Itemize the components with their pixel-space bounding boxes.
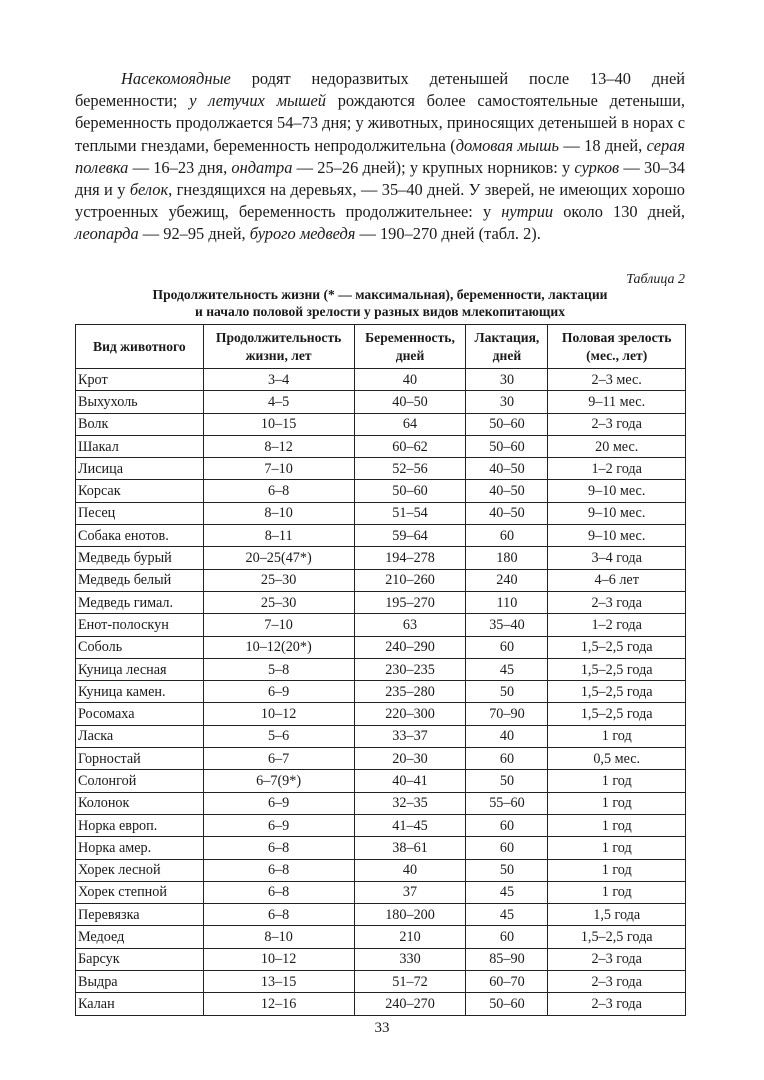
value-cell: 110	[466, 591, 548, 613]
value-cell: 45	[466, 904, 548, 926]
table-row	[76, 792, 686, 814]
value-cell: 25–30	[203, 591, 354, 613]
value-cell: 6–8	[203, 881, 354, 903]
table-row	[76, 993, 686, 1015]
value-cell: 195–270	[354, 591, 466, 613]
value-cell: 2–3 года	[548, 948, 686, 970]
value-cell: 20–30	[354, 748, 466, 770]
table-row	[76, 948, 686, 970]
table-row	[76, 971, 686, 993]
table-row	[76, 814, 686, 836]
value-cell: 20–25(47*)	[203, 547, 354, 569]
value-cell: 41–45	[354, 814, 466, 836]
text-run: — 25–26 дней); у крупных норников: у	[292, 157, 575, 177]
value-cell: 2–3 года	[548, 971, 686, 993]
table-row	[76, 725, 686, 747]
table-row	[76, 435, 686, 457]
value-cell: 51–54	[354, 502, 466, 524]
value-cell: 50	[466, 681, 548, 703]
value-cell: 1 год	[548, 881, 686, 903]
value-cell: 40–50	[354, 391, 466, 413]
text-run: рождаются более самостоятельные детеныши, беременность продолжается 54–73 дня; у животных, приносящих детенышей в норах с теплыми гнездами, беременность непродолжительна (	[75, 91, 686, 155]
value-cell: 9–10 мес.	[548, 525, 686, 547]
value-cell: 60	[466, 926, 548, 948]
animal-name-cell: Калан	[76, 993, 204, 1015]
animal-name-cell: Медведь белый	[76, 569, 204, 591]
table-row	[76, 636, 686, 658]
value-cell: 45	[466, 658, 548, 680]
value-cell: 2–3 мес.	[548, 369, 686, 391]
value-cell: 70–90	[466, 703, 548, 725]
value-cell: 8–10	[203, 502, 354, 524]
animal-name-cell: Норка амер.	[76, 837, 204, 859]
column-header	[548, 325, 686, 369]
table-row	[76, 681, 686, 703]
animal-name-cell: Лисица	[76, 458, 204, 480]
value-cell: 6–8	[203, 859, 354, 881]
animal-name-cell: Корсак	[76, 480, 204, 502]
table-row	[76, 703, 686, 725]
value-cell: 7–10	[203, 458, 354, 480]
value-cell: 5–6	[203, 725, 354, 747]
body-paragraph	[75, 68, 685, 246]
value-cell: 59–64	[354, 525, 466, 547]
value-cell: 55–60	[466, 792, 548, 814]
text-run: — 190–270 дней (табл. 2).	[355, 224, 541, 244]
value-cell: 1 год	[548, 859, 686, 881]
value-cell: 35–40	[466, 614, 548, 636]
table-row	[76, 569, 686, 591]
value-cell: 194–278	[354, 547, 466, 569]
value-cell: 230–235	[354, 658, 466, 680]
value-cell: 6–9	[203, 681, 354, 703]
value-cell: 3–4 года	[548, 547, 686, 569]
value-cell: 40–50	[466, 480, 548, 502]
animal-name-cell: Солонгой	[76, 770, 204, 792]
value-cell: 50	[466, 770, 548, 792]
table-row	[76, 837, 686, 859]
value-cell: 33–37	[354, 725, 466, 747]
animal-name-cell: Песец	[76, 502, 204, 524]
table-row	[76, 614, 686, 636]
value-cell: 10–15	[203, 413, 354, 435]
value-cell: 8–10	[203, 926, 354, 948]
value-cell: 6–8	[203, 837, 354, 859]
header-line: дней	[492, 347, 522, 363]
value-cell: 220–300	[354, 703, 466, 725]
value-cell: 12–16	[203, 993, 354, 1015]
value-cell: 8–12	[203, 435, 354, 457]
table-row	[76, 502, 686, 524]
value-cell: 6–9	[203, 814, 354, 836]
paragraph-text	[75, 68, 685, 246]
value-cell: 210–260	[354, 569, 466, 591]
italic-term: Насекомоядные	[121, 69, 231, 88]
value-cell: 9–10 мес.	[548, 502, 686, 524]
animal-name-cell: Медведь бурый	[76, 547, 204, 569]
table-row	[76, 547, 686, 569]
italic-term: нутрии	[501, 202, 554, 222]
animal-name-cell: Норка европ.	[76, 814, 204, 836]
animal-name-cell: Колонок	[76, 792, 204, 814]
animal-name-cell: Куница лесная	[76, 658, 204, 680]
animal-name-cell: Росомаха	[76, 703, 204, 725]
value-cell: 51–72	[354, 971, 466, 993]
header-line: Продолжительность	[215, 329, 342, 345]
value-cell: 1,5–2,5 года	[548, 636, 686, 658]
value-cell: 13–15	[203, 971, 354, 993]
header-line: дней	[395, 347, 425, 363]
italic-term: у летучих мышей	[189, 91, 326, 111]
animal-name-cell: Выхухоль	[76, 391, 204, 413]
table-row	[76, 480, 686, 502]
table-row	[76, 881, 686, 903]
value-cell: 60–62	[354, 435, 466, 457]
value-cell: 1 год	[548, 837, 686, 859]
column-header	[354, 325, 466, 369]
animal-name-cell: Соболь	[76, 636, 204, 658]
value-cell: 40	[466, 725, 548, 747]
value-cell: 40–41	[354, 770, 466, 792]
italic-term: сурков	[574, 157, 620, 177]
value-cell: 9–10 мес.	[548, 480, 686, 502]
animal-name-cell: Шакал	[76, 435, 204, 457]
italic-term: леопарда	[75, 224, 139, 244]
value-cell: 45	[466, 881, 548, 903]
value-cell: 40–50	[466, 458, 548, 480]
value-cell: 85–90	[466, 948, 548, 970]
value-cell: 50	[466, 859, 548, 881]
table-row	[76, 525, 686, 547]
italic-term: бурого медведя	[249, 224, 356, 244]
value-cell: 10–12	[203, 948, 354, 970]
data-table	[75, 324, 686, 1016]
text-run: — 30–34 дня и у	[75, 157, 686, 200]
value-cell: 4–6 лет	[548, 569, 686, 591]
value-cell: 10–12	[203, 703, 354, 725]
animal-name-cell: Медведь гимал.	[76, 591, 204, 613]
animal-name-cell: Собака енотов.	[76, 525, 204, 547]
value-cell: 60	[466, 814, 548, 836]
header-line: Вид животного	[93, 338, 186, 354]
table-label: Таблица 2	[626, 272, 685, 287]
value-cell: 330	[354, 948, 466, 970]
animal-name-cell: Хорек степной	[76, 881, 204, 903]
value-cell: 37	[354, 881, 466, 903]
value-cell: 2–3 года	[548, 413, 686, 435]
value-cell: 6–8	[203, 904, 354, 926]
animal-name-cell: Крот	[76, 369, 204, 391]
page-number: 33	[374, 1020, 390, 1036]
text-run: — 16–23 дня,	[128, 157, 232, 177]
text-run: около 130 дней,	[553, 202, 685, 222]
value-cell: 7–10	[203, 614, 354, 636]
table-row	[76, 391, 686, 413]
value-cell: 1 год	[548, 792, 686, 814]
value-cell: 180	[466, 547, 548, 569]
animal-name-cell: Хорек лесной	[76, 859, 204, 881]
header-line: Лактация,	[474, 329, 540, 345]
value-cell: 30	[466, 369, 548, 391]
value-cell: 3–4	[203, 369, 354, 391]
table-row	[76, 458, 686, 480]
column-header	[76, 325, 204, 369]
value-cell: 5–8	[203, 658, 354, 680]
value-cell: 6–8	[203, 480, 354, 502]
value-cell: 235–280	[354, 681, 466, 703]
header-line: Беременность,	[365, 329, 455, 345]
value-cell: 52–56	[354, 458, 466, 480]
value-cell: 60	[466, 748, 548, 770]
column-header	[203, 325, 354, 369]
value-cell: 1 год	[548, 814, 686, 836]
caption-line-1: Продолжительность жизни (* — максимальная), беременности, лактации	[152, 287, 608, 302]
table-row	[76, 591, 686, 613]
value-cell: 8–11	[203, 525, 354, 547]
table-row	[76, 859, 686, 881]
value-cell: 60	[466, 837, 548, 859]
value-cell: 9–11 мес.	[548, 391, 686, 413]
animal-name-cell: Волк	[76, 413, 204, 435]
value-cell: 60–70	[466, 971, 548, 993]
animal-name-cell: Перевязка	[76, 904, 204, 926]
text-run: , гнездящихся на деревьях, — 35–40 дней. У зверей, не имеющих хорошо устроенных убежищ, беременность продолжительнее: у	[75, 180, 685, 222]
value-cell: 50–60	[466, 993, 548, 1015]
value-cell: 4–5	[203, 391, 354, 413]
animal-name-cell: Барсук	[76, 948, 204, 970]
value-cell: 30	[466, 391, 548, 413]
value-cell: 50–60	[466, 413, 548, 435]
value-cell: 38–61	[354, 837, 466, 859]
value-cell: 60	[466, 636, 548, 658]
value-cell: 1–2 года	[548, 614, 686, 636]
value-cell: 40	[354, 369, 466, 391]
text-run: родят недоразвитых детенышей после 13–40 дней беременности;	[75, 69, 685, 111]
table-row	[76, 770, 686, 792]
caption-line-2: и начало половой зрелости у разных видов млекопитающих	[194, 304, 566, 319]
animal-name-cell: Ласка	[76, 725, 204, 747]
value-cell: 6–7	[203, 748, 354, 770]
value-cell: 2–3 года	[548, 993, 686, 1015]
column-header	[466, 325, 548, 369]
value-cell: 63	[354, 614, 466, 636]
animal-name-cell: Енот-полоскун	[76, 614, 204, 636]
value-cell: 10–12(20*)	[203, 636, 354, 658]
italic-term: ондатра	[231, 157, 293, 177]
value-cell: 40	[354, 859, 466, 881]
value-cell: 180–200	[354, 904, 466, 926]
value-cell: 1,5–2,5 года	[548, 703, 686, 725]
value-cell: 0,5 мес.	[548, 748, 686, 770]
value-cell: 25–30	[203, 569, 354, 591]
animal-name-cell: Выдра	[76, 971, 204, 993]
value-cell: 40–50	[466, 502, 548, 524]
value-cell: 240–270	[354, 993, 466, 1015]
value-cell: 1 год	[548, 770, 686, 792]
value-cell: 1 год	[548, 725, 686, 747]
value-cell: 240	[466, 569, 548, 591]
value-cell: 50–60	[354, 480, 466, 502]
value-cell: 1,5–2,5 года	[548, 926, 686, 948]
value-cell: 2–3 года	[548, 591, 686, 613]
header-line: Половая зрелость	[561, 329, 672, 345]
value-cell: 1,5–2,5 года	[548, 681, 686, 703]
value-cell: 20 мес.	[548, 435, 686, 457]
header-row	[76, 325, 686, 369]
table-row	[76, 748, 686, 770]
animal-name-cell: Куница камен.	[76, 681, 204, 703]
value-cell: 210	[354, 926, 466, 948]
value-cell: 1,5–2,5 года	[548, 658, 686, 680]
animal-name-cell: Горностай	[76, 748, 204, 770]
italic-term: белок	[129, 180, 169, 200]
value-cell: 240–290	[354, 636, 466, 658]
value-cell: 64	[354, 413, 466, 435]
text-run: — 92–95 дней,	[138, 224, 250, 244]
italic-term: домовая мышь	[455, 135, 559, 155]
text-run: — 18 дней,	[558, 135, 647, 155]
table-row	[76, 904, 686, 926]
value-cell: 6–9	[203, 792, 354, 814]
table-row	[76, 369, 686, 391]
table-row	[76, 413, 686, 435]
italic-term: серая полевка	[75, 135, 685, 177]
value-cell: 60	[466, 525, 548, 547]
header-line: (мес., лет)	[586, 347, 648, 363]
value-cell: 1,5 года	[548, 904, 686, 926]
value-cell: 6–7(9*)	[203, 770, 354, 792]
table-caption	[75, 286, 685, 320]
header-line: жизни, лет	[245, 347, 312, 363]
value-cell: 1–2 года	[548, 458, 686, 480]
value-cell: 32–35	[354, 792, 466, 814]
value-cell: 50–60	[466, 435, 548, 457]
animal-name-cell: Медоед	[76, 926, 204, 948]
table-row	[76, 658, 686, 680]
table-row	[76, 926, 686, 948]
